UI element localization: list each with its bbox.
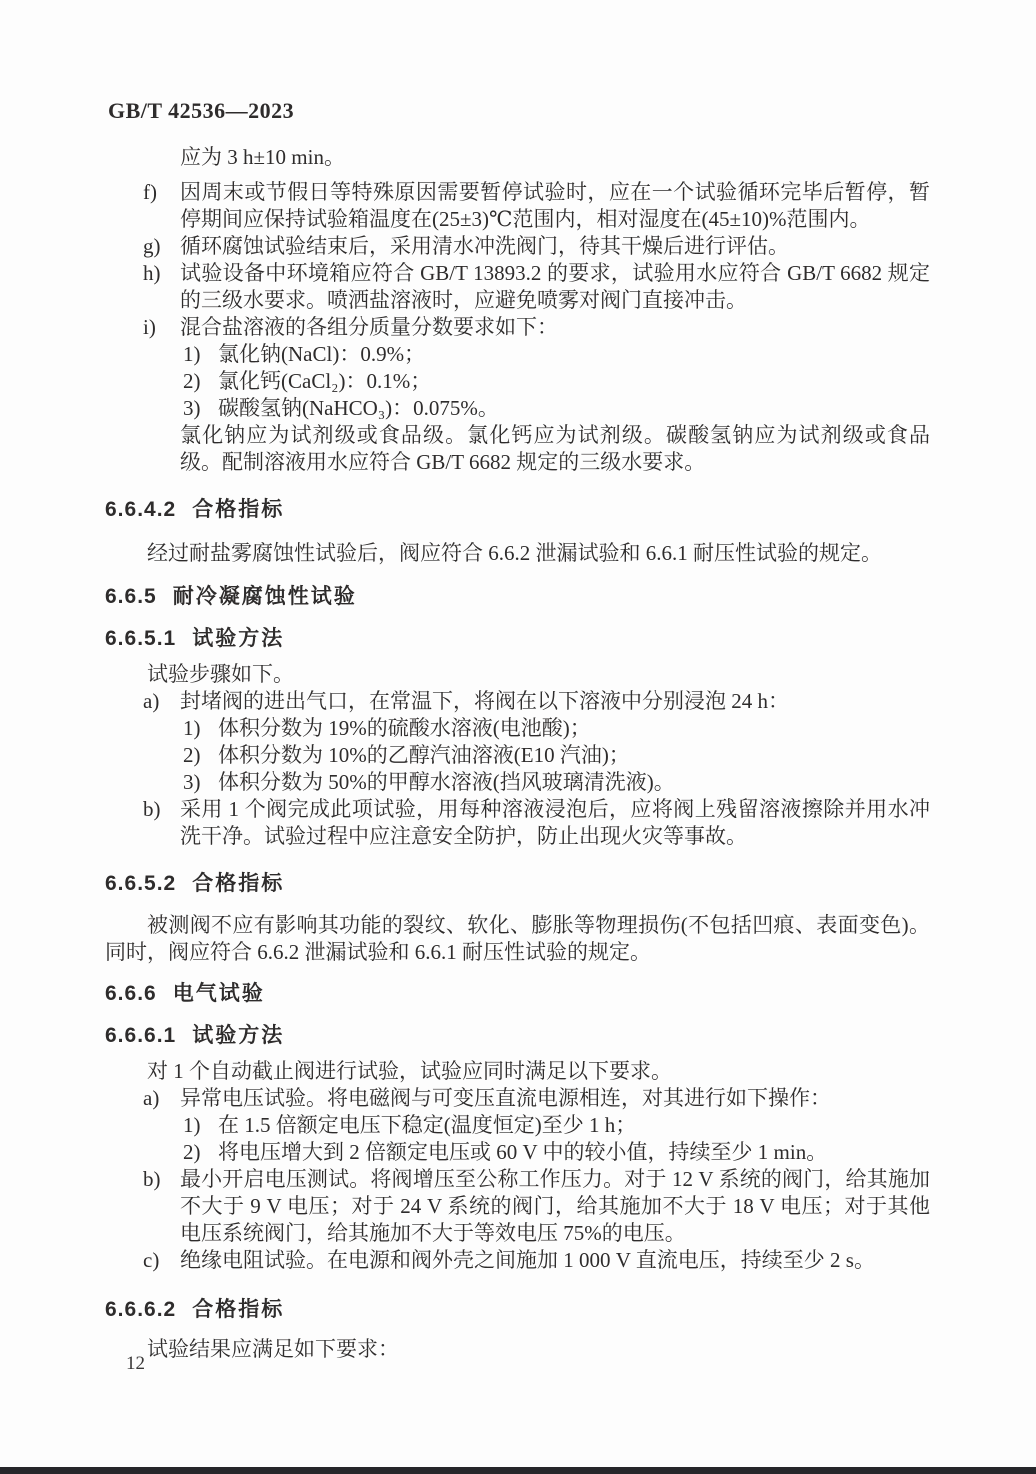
section-title: 合格指标 xyxy=(192,1298,285,1321)
list-marker: 2) xyxy=(183,1140,201,1164)
list-text: 氯化钙(CaCl₂)：0.1%； xyxy=(218,369,432,393)
list-marker: 3) xyxy=(183,770,201,794)
section-title: 合格指标 xyxy=(192,872,285,895)
section-number: 6.6.6.1 xyxy=(105,1024,177,1047)
list-item-b xyxy=(105,1166,930,1247)
list-item-c xyxy=(105,1247,930,1274)
section-intro: 试验步骤如下。 xyxy=(147,662,294,686)
section-heading-6642 xyxy=(105,496,930,524)
section-number: 6.6.5.1 xyxy=(105,627,177,650)
list-text: 在 1.5 倍额定电压下稳定(温度恒定)至少 1 h； xyxy=(218,1113,637,1137)
section-heading-666 xyxy=(105,980,930,1008)
list-marker: c) xyxy=(143,1248,160,1272)
list-text: 体积分数为 19%的硫酸水溶液(电池酸)； xyxy=(218,716,591,740)
section-body: 被测阀不应有影响其功能的裂纹、软化、膨胀等物理损伤(不包括凹痕、表面变色)。同时，阀应符合 6.6.2 泄漏试验和 6.6.1 耐压性试验的规定。 xyxy=(105,913,930,964)
list-item-b xyxy=(105,796,930,850)
solution-item xyxy=(105,769,930,796)
list-text: 封堵阀的进出气口，在常温下，将阀在以下溶液中分别浸泡 24 h： xyxy=(180,689,789,713)
list-text: 最小开启电压测试。将阀增压至公称工作压力。对于 12 V 系统的阀门，给其施加不大于 9 V 电压；对于 24 V 系统的阀门，给其施加不大于 18 V 电压；对于其他电压系统阀门，给其施加不大于等效电压 75%的电压。 xyxy=(180,1167,930,1245)
page-content xyxy=(0,144,1036,1363)
list-text: 采用 1 个阀完成此项试验，用每种溶液浸泡后，应将阀上残留溶液擦除并用水冲洗干净。试验过程中应注意安全防护，防止出现火灾等事故。 xyxy=(180,797,930,848)
list-item-f xyxy=(105,179,930,233)
section-heading-6651 xyxy=(105,625,930,653)
section-intro: 对 1 个自动截止阀进行试验，试验应同时满足以下要求。 xyxy=(147,1059,672,1083)
list-text: 试验设备中环境箱应符合 GB/T 13893.2 的要求，试验用水应符合 GB/T 6682 规定的三级水要求。喷洒盐溶液时，应避免喷雾对阀门直接冲击。 xyxy=(180,261,930,312)
list-marker: i) xyxy=(143,315,156,339)
salt-component-item xyxy=(105,368,930,395)
section-title: 电气试验 xyxy=(172,982,265,1005)
list-marker: 2) xyxy=(183,743,201,767)
section-intro: 试验结果应满足如下要求： xyxy=(147,1337,399,1361)
section-number: 6.6.5.2 xyxy=(105,872,177,895)
list-marker: h) xyxy=(143,261,161,285)
list-marker: 1) xyxy=(183,342,201,366)
list-text: 氯化钠(NaCl)：0.9%； xyxy=(218,342,426,366)
voltage-step-item xyxy=(105,1112,930,1139)
section-number: 6.6.4.2 xyxy=(105,498,177,521)
list-text: 体积分数为 50%的甲醇水溶液(挡风玻璃清洗液)。 xyxy=(218,770,675,794)
list-text: 碳酸氢钠(NaHCO₃)：0.075%。 xyxy=(218,396,499,420)
list-item-i xyxy=(105,314,930,341)
section-title: 耐冷凝腐蚀性试验 xyxy=(172,585,357,608)
salt-component-item xyxy=(105,341,930,368)
list-text: 将电压增大到 2 倍额定电压或 60 V 中的较小值，持续至少 1 min。 xyxy=(218,1140,828,1164)
continuation-line: 应为 3 h±10 min。 xyxy=(180,145,345,169)
list-marker: b) xyxy=(143,1167,161,1191)
section-title: 试验方法 xyxy=(192,1024,285,1047)
salt-component-item xyxy=(105,395,930,422)
standard-number: GB/T 42536—2023 xyxy=(108,98,295,123)
section-number: 6.6.6 xyxy=(105,982,157,1005)
section-title: 合格指标 xyxy=(192,498,285,521)
section-heading-6662 xyxy=(105,1296,930,1324)
solution-item xyxy=(105,742,930,769)
section-number: 6.6.5 xyxy=(105,585,157,608)
list-item-h xyxy=(105,260,930,314)
list-marker: 3) xyxy=(183,396,201,420)
voltage-step-item xyxy=(105,1139,930,1166)
list-marker: 1) xyxy=(183,716,201,740)
list-text: 绝缘电阻试验。在电源和阀外壳之间施加 1 000 V 直流电压，持续至少 2 s。 xyxy=(180,1248,875,1272)
section-body: 经过耐盐雾腐蚀性试验后，阀应符合 6.6.2 泄漏试验和 6.6.1 耐压性试验的规定。 xyxy=(147,541,882,565)
list-marker: a) xyxy=(143,1086,160,1110)
list-item-a xyxy=(105,1085,930,1112)
scan-edge-bar xyxy=(0,1467,1036,1474)
list-marker: 1) xyxy=(183,1113,201,1137)
section-heading-6661 xyxy=(105,1022,930,1050)
salt-note: 氯化钠应为试剂级或食品级。氯化钙应为试剂级。碳酸氢钠应为试剂级或食品级。配制溶液用水应符合 GB/T 6682 规定的三级水要求。 xyxy=(180,423,930,474)
page-number: 12 xyxy=(126,1353,145,1374)
list-text: 循环腐蚀试验结束后，采用清水冲洗阀门，待其干燥后进行评估。 xyxy=(180,234,789,258)
section-heading-665 xyxy=(105,583,930,611)
list-marker: g) xyxy=(143,234,161,258)
section-title: 试验方法 xyxy=(192,627,285,650)
list-text: 因周末或节假日等特殊原因需要暂停试验时，应在一个试验循环完毕后暂停，暂停期间应保持试验箱温度在(25±3)℃范围内，相对湿度在(45±10)%范围内。 xyxy=(180,180,930,231)
list-text: 体积分数为 10%的乙醇汽油溶液(E10 汽油)； xyxy=(218,743,630,767)
list-item-a xyxy=(105,688,930,715)
list-text: 异常电压试验。将电磁阀与可变压直流电源相连，对其进行如下操作： xyxy=(180,1086,831,1110)
section-number: 6.6.6.2 xyxy=(105,1298,177,1321)
list-item-g xyxy=(105,233,930,260)
list-marker: 2) xyxy=(183,369,201,393)
list-text: 混合盐溶液的各组分质量分数要求如下： xyxy=(180,315,558,339)
list-marker: a) xyxy=(143,689,160,713)
list-marker: f) xyxy=(143,180,157,204)
section-heading-6652 xyxy=(105,870,930,898)
list-marker: b) xyxy=(143,797,161,821)
solution-item xyxy=(105,715,930,742)
